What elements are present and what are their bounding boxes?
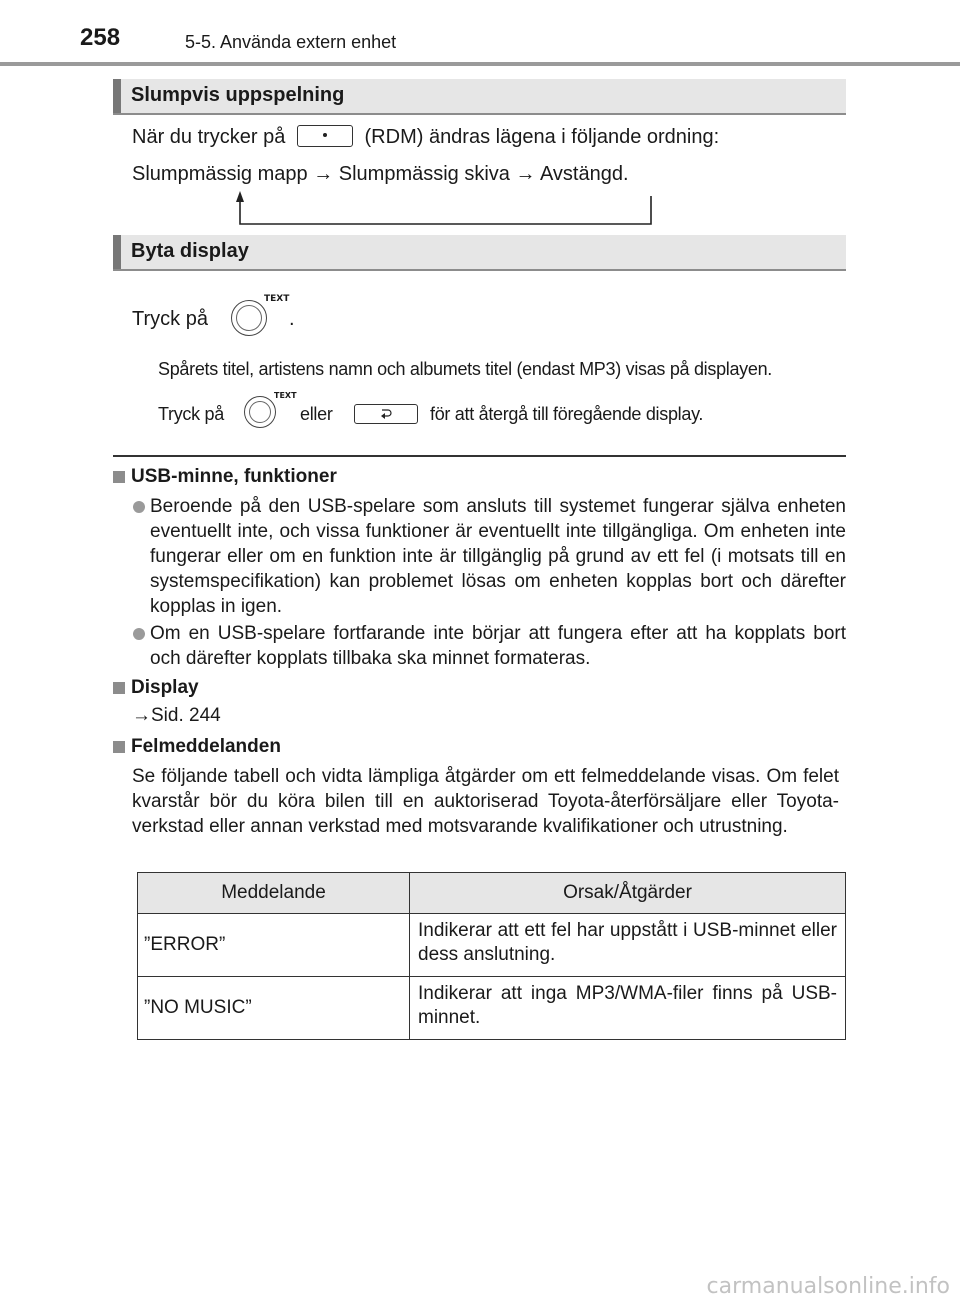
return-text-after: för att återgå till föregående display. (430, 404, 704, 424)
mode-random-disc: Slumpmässig skiva (338, 163, 510, 185)
rdm-text-before: När du trycker på (132, 126, 286, 148)
column-header-message: Meddelande (138, 873, 410, 914)
display-reference (132, 705, 221, 727)
table-cell-cause: Indikerar att ett fel har uppstått i USB-minnet eller dess anslutning. (410, 914, 846, 977)
text-knob-icon (231, 300, 267, 336)
table-cell-message: ”ERROR” (138, 914, 410, 977)
mode-random-folder: Slumpmässig mapp (132, 163, 308, 185)
section-accent (113, 235, 121, 269)
table-row (138, 914, 846, 977)
usb-bullet-1: Beroende på den USB-spelare som ansluts till systemet fungerar själva enheten eventuellt inte, och vissa funktioner är eventuellt inte tillgängliga. Om enheten inte fungerar eller om en funktion inte är tillgänglig på grund av ett fel (i motsats till en systemspecifikation) kan problemet lösas om enheten kopplas bort och därefter kopplas in igen. (150, 496, 846, 617)
back-button-icon (354, 404, 418, 424)
circle-bullet-icon (133, 501, 145, 513)
square-bullet-icon (113, 682, 125, 694)
errors-heading: Felmeddelanden (131, 736, 281, 757)
square-bullet-icon (113, 741, 125, 753)
text-knob-icon (244, 396, 276, 428)
circle-bullet-icon (133, 628, 145, 640)
page-number: 258 (80, 24, 121, 51)
mode-off: Avstängd. (539, 163, 629, 185)
error-message-table (137, 872, 846, 1040)
press-period: . (289, 308, 295, 330)
rdm-button-icon (297, 125, 353, 147)
errors-intro: Se följande tabell och vidta lämpliga åtgärder om ett felmeddelande visas. Om felet kvarstår bör du köra bilen till en auktoriserad Toyota-återförsäljare eller Toyota-verkstad eller annan verkstad med motsvarande kvalifikationer och utrustning. (132, 766, 839, 837)
section-random-play-header (113, 79, 846, 115)
table-row (138, 977, 846, 1040)
watermark: carmanualsonline.info (706, 1274, 950, 1299)
section-display-header (113, 235, 846, 271)
square-bullet-icon (113, 471, 125, 483)
section-divider (113, 455, 846, 457)
table-cell-cause: Indikerar att inga MP3/WMA-filer finns på USB-minnet. (410, 977, 846, 1040)
arrow-right-icon: → (515, 163, 536, 185)
rdm-text-after: (RDM) ändras lägena i följande ordning: (364, 126, 720, 148)
text-knob-label: TEXT (264, 294, 290, 304)
press-text-label: Tryck på (132, 308, 208, 330)
arrow-right-icon: → (313, 163, 334, 185)
table-header-row (138, 873, 846, 914)
mode-sequence (132, 163, 629, 186)
arrow-right-icon: → (132, 705, 151, 726)
usb-bullet-2: Om en USB-spelare fortfarande inte börjar att fungera efter att ha kopplats bort och därefter kopplats tillbaka ska minnet formateras. (150, 623, 846, 669)
display-page-ref: Sid. 244 (151, 705, 221, 726)
text-knob-label: TEXT (274, 391, 297, 400)
section-title: Slumpvis uppspelning (131, 84, 345, 106)
column-header-cause: Orsak/Åtgärder (410, 873, 846, 914)
section-accent (113, 79, 121, 113)
section-title: Byta display (131, 240, 249, 262)
header-rule (0, 62, 960, 66)
usb-heading: USB-minne, funktioner (131, 466, 337, 487)
chapter-title: 5-5. Använda extern enhet (185, 32, 397, 52)
return-text-or: eller (300, 404, 333, 424)
rdm-instruction (132, 126, 719, 149)
return-text-before: Tryck på (158, 404, 224, 424)
display-info-text: Spårets titel, artistens namn och albumets titel (endast MP3) visas på displayen. (158, 359, 773, 379)
cycle-return-arrow-icon (228, 190, 658, 230)
table-cell-message: ”NO MUSIC” (138, 977, 410, 1040)
display-heading: Display (131, 677, 199, 698)
